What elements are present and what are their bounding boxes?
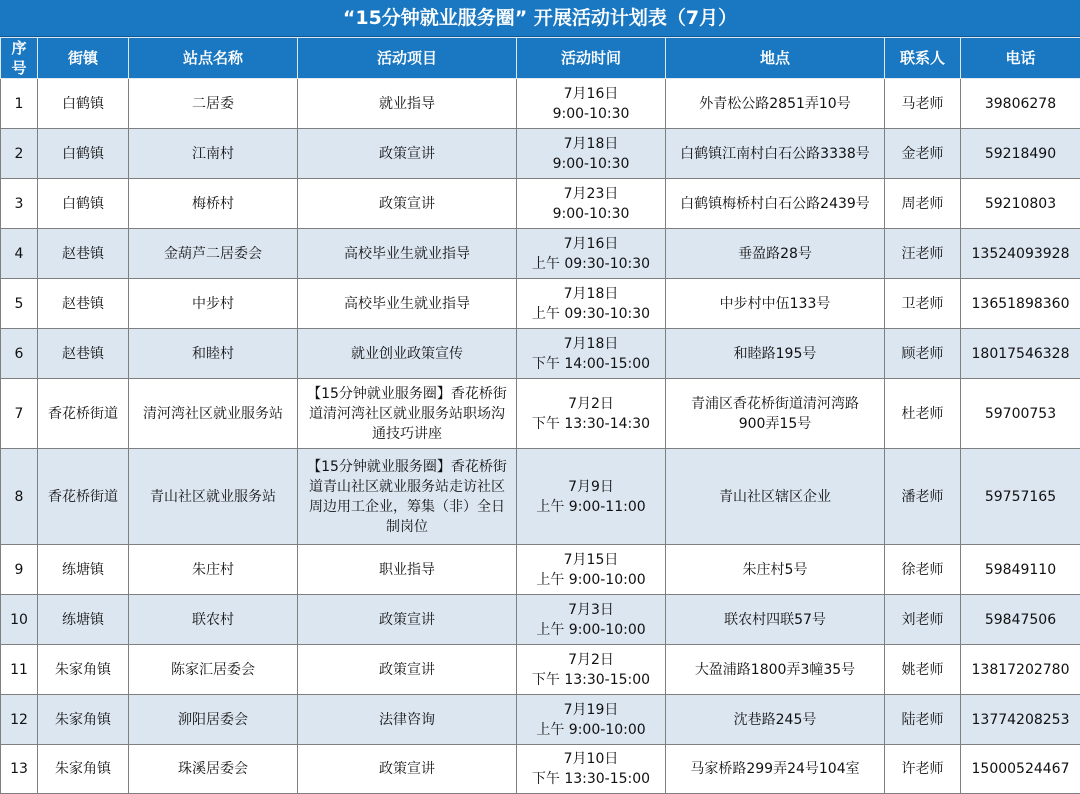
cell-town: 赵巷镇 [38,229,129,279]
cell-site: 联农村 [129,595,298,645]
cell-time-line: 上午 09:30-10:30 [521,304,661,324]
cell-contact: 汪老师 [885,229,961,279]
cell-project-line: 【15分钟就业服务圈】香花桥街 [302,384,512,404]
cell-place [666,279,885,329]
cell-site: 梅桥村 [129,179,298,229]
cell-place [666,129,885,179]
cell-town: 白鹤镇 [38,79,129,129]
cell-phone: 59210803 [961,179,1080,229]
cell-phone: 13524093928 [961,229,1080,279]
cell-time-line: 7月18日 [521,284,661,304]
cell-no: 5 [1,279,38,329]
cell-time-line: 9:00-10:30 [521,104,661,124]
cell-contact: 马老师 [885,79,961,129]
cell-time [517,449,666,545]
cell-town: 朱家角镇 [38,745,129,794]
cell-place-line: 白鹤镇梅桥村白石公路2439号 [670,194,880,214]
cell-time-line: 7月3日 [521,600,661,620]
cell-site: 和睦村 [129,329,298,379]
cell-place [666,329,885,379]
cell-contact: 周老师 [885,179,961,229]
cell-time [517,179,666,229]
cell-site: 二居委 [129,79,298,129]
cell-time [517,279,666,329]
cell-project-line: 高校毕业生就业指导 [302,244,512,264]
cell-time-line: 7月19日 [521,700,661,720]
header-contact: 联系人 [885,38,961,79]
cell-town: 赵巷镇 [38,279,129,329]
cell-no: 7 [1,379,38,449]
cell-project [298,645,517,695]
table-row [1,229,1080,279]
cell-phone: 13651898360 [961,279,1080,329]
cell-project-line: 就业创业政策宣传 [302,344,512,364]
cell-town: 白鹤镇 [38,129,129,179]
cell-place [666,379,885,449]
cell-place [666,79,885,129]
cell-town: 练塘镇 [38,595,129,645]
cell-time-line: 7月2日 [521,650,661,670]
cell-town: 香花桥街道 [38,449,129,545]
cell-phone: 59218490 [961,129,1080,179]
cell-time [517,595,666,645]
cell-phone: 18017546328 [961,329,1080,379]
cell-site: 清河湾社区就业服务站 [129,379,298,449]
cell-no: 9 [1,545,38,595]
cell-place [666,229,885,279]
cell-contact: 顾老师 [885,329,961,379]
cell-time [517,545,666,595]
cell-project [298,695,517,745]
cell-phone: 13774208253 [961,695,1080,745]
cell-place-line: 马家桥路299弄24号104室 [670,759,880,779]
cell-time-line: 7月18日 [521,334,661,354]
cell-place-line: 大盈浦路1800弄3幢35号 [670,660,880,680]
cell-time [517,645,666,695]
cell-contact: 卫老师 [885,279,961,329]
cell-contact: 陆老师 [885,695,961,745]
header-place: 地点 [666,38,885,79]
activity-table [0,37,1080,794]
cell-project [298,329,517,379]
cell-place [666,695,885,745]
cell-no: 6 [1,329,38,379]
cell-place [666,645,885,695]
table-row [1,645,1080,695]
cell-contact: 刘老师 [885,595,961,645]
cell-phone: 59847506 [961,595,1080,645]
cell-project [298,129,517,179]
cell-time-line: 7月16日 [521,234,661,254]
cell-project-line: 政策宣讲 [302,610,512,630]
cell-project [298,379,517,449]
cell-no: 12 [1,695,38,745]
header-project: 活动项目 [298,38,517,79]
cell-contact: 徐老师 [885,545,961,595]
cell-time [517,79,666,129]
cell-time-line: 下午 13:30-15:00 [521,769,661,789]
cell-no: 4 [1,229,38,279]
table-row [1,79,1080,129]
cell-phone: 59757165 [961,449,1080,545]
cell-project-line: 政策宣讲 [302,660,512,680]
cell-project-line: 就业指导 [302,94,512,114]
cell-project-line: 【15分钟就业服务圈】香花桥街 [302,457,512,477]
cell-project [298,79,517,129]
cell-time-line: 9:00-10:30 [521,154,661,174]
cell-project [298,545,517,595]
cell-site: 朱庄村 [129,545,298,595]
cell-town: 香花桥街道 [38,379,129,449]
cell-site: 珠溪居委会 [129,745,298,794]
cell-contact: 金老师 [885,129,961,179]
table-row [1,329,1080,379]
cell-time [517,229,666,279]
header-row [1,38,1080,79]
cell-place-line: 垂盈路28号 [670,244,880,264]
table-body [1,79,1080,794]
cell-town: 赵巷镇 [38,329,129,379]
cell-project-line: 政策宣讲 [302,194,512,214]
cell-project-line: 制岗位 [302,517,512,537]
cell-town: 朱家角镇 [38,645,129,695]
cell-project-line: 周边用工企业，筹集（非）全日 [302,497,512,517]
cell-contact: 潘老师 [885,449,961,545]
cell-place-line: 中步村中伍133号 [670,294,880,314]
cell-time-line: 7月18日 [521,134,661,154]
table-row [1,695,1080,745]
header-time: 活动时间 [517,38,666,79]
cell-no: 10 [1,595,38,645]
table-row [1,545,1080,595]
cell-place-line: 外青松公路2851弄10号 [670,94,880,114]
cell-time [517,379,666,449]
cell-no: 1 [1,79,38,129]
cell-no: 2 [1,129,38,179]
cell-contact: 杜老师 [885,379,961,449]
cell-site: 青山社区就业服务站 [129,449,298,545]
cell-project [298,179,517,229]
sheet-title: “15分钟就业服务圈” 开展活动计划表（7月） [0,0,1080,37]
cell-contact: 姚老师 [885,645,961,695]
cell-no: 8 [1,449,38,545]
cell-project [298,229,517,279]
cell-place-line: 和睦路195号 [670,344,880,364]
cell-place-line: 青山社区辖区企业 [670,487,880,507]
table-row [1,449,1080,545]
header-town: 街镇 [38,38,129,79]
cell-place-line: 白鹤镇江南村白石公路3338号 [670,144,880,164]
cell-time-line: 上午 9:00-10:00 [521,570,661,590]
cell-phone: 13817202780 [961,645,1080,695]
cell-time-line: 7月23日 [521,184,661,204]
cell-time-line: 下午 13:30-14:30 [521,414,661,434]
cell-project [298,279,517,329]
cell-project-line: 政策宣讲 [302,144,512,164]
cell-site: 陈家汇居委会 [129,645,298,695]
cell-time [517,745,666,794]
cell-time-line: 7月15日 [521,550,661,570]
cell-phone: 59700753 [961,379,1080,449]
cell-no: 11 [1,645,38,695]
header-phone: 电话 [961,38,1080,79]
cell-place-line: 联农村四联57号 [670,610,880,630]
cell-place [666,545,885,595]
cell-place-line: 青浦区香花桥街道清河湾路 [670,394,880,414]
cell-place [666,179,885,229]
cell-site: 金葫芦二居委会 [129,229,298,279]
cell-place [666,595,885,645]
cell-project-line: 道青山社区就业服务站走访社区 [302,477,512,497]
cell-project-line: 高校毕业生就业指导 [302,294,512,314]
cell-place [666,449,885,545]
cell-place-line: 900弄15号 [670,414,880,434]
cell-project [298,449,517,545]
cell-project [298,595,517,645]
cell-phone: 39806278 [961,79,1080,129]
cell-time-line: 9:00-10:30 [521,204,661,224]
cell-time-line: 上午 9:00-10:00 [521,620,661,640]
table-row [1,129,1080,179]
cell-site: 中步村 [129,279,298,329]
cell-town: 练塘镇 [38,545,129,595]
cell-time [517,329,666,379]
header-no: 序号 [1,38,38,79]
cell-time-line: 上午 9:00-11:00 [521,497,661,517]
cell-project-line: 道清河湾社区就业服务站职场沟 [302,404,512,424]
table-row [1,379,1080,449]
cell-place [666,745,885,794]
cell-time-line: 7月10日 [521,749,661,769]
cell-town: 白鹤镇 [38,179,129,229]
table-row [1,279,1080,329]
cell-time [517,695,666,745]
table-row [1,179,1080,229]
cell-project-line: 通技巧讲座 [302,424,512,444]
cell-place-line: 朱庄村5号 [670,560,880,580]
cell-time-line: 上午 9:00-10:00 [521,720,661,740]
cell-contact: 许老师 [885,745,961,794]
cell-no: 3 [1,179,38,229]
cell-time-line: 7月2日 [521,394,661,414]
cell-time-line: 下午 14:00-15:00 [521,354,661,374]
table-row [1,745,1080,794]
cell-project [298,745,517,794]
cell-project-line: 职业指导 [302,560,512,580]
cell-project-line: 政策宣讲 [302,759,512,779]
cell-time-line: 下午 13:30-15:00 [521,670,661,690]
cell-no: 13 [1,745,38,794]
cell-phone: 59849110 [961,545,1080,595]
cell-time-line: 7月16日 [521,84,661,104]
cell-town: 朱家角镇 [38,695,129,745]
table-row [1,595,1080,645]
cell-site: 江南村 [129,129,298,179]
header-site: 站点名称 [129,38,298,79]
cell-project-line: 法律咨询 [302,710,512,730]
cell-time-line: 上午 09:30-10:30 [521,254,661,274]
cell-site: 泖阳居委会 [129,695,298,745]
cell-time [517,129,666,179]
cell-time-line: 7月9日 [521,477,661,497]
cell-phone: 15000524467 [961,745,1080,794]
cell-place-line: 沈巷路245号 [670,710,880,730]
